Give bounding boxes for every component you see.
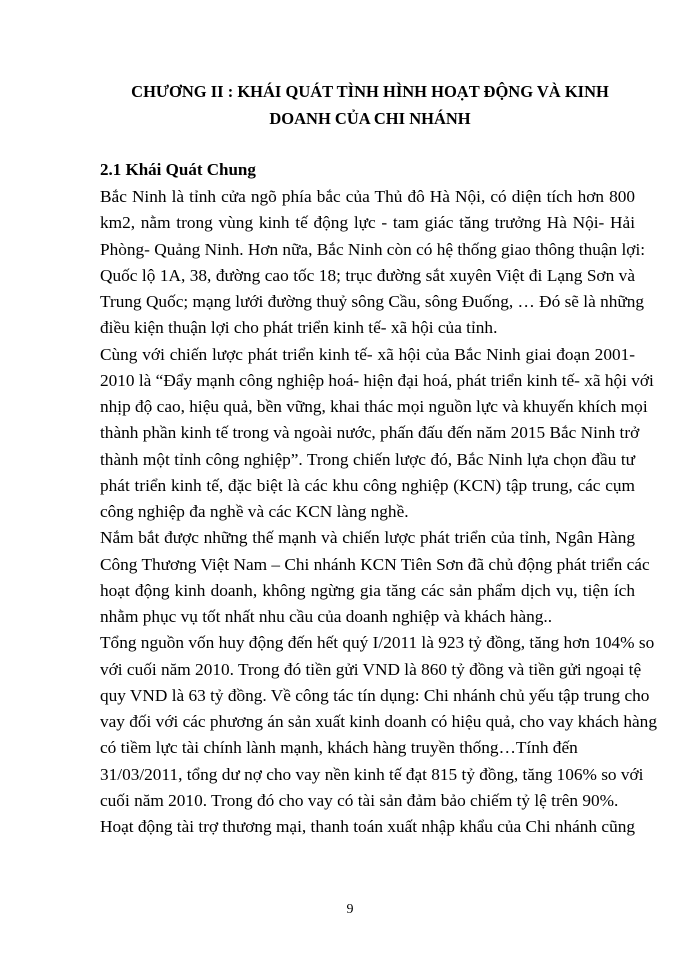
body-line: Công Thương Việt Nam – Chi nhánh KCN Tiên Sơn đã chủ động phát triển các <box>100 554 650 574</box>
chapter-title-line: DOANH CỦA CHI NHÁNH <box>269 109 471 128</box>
chapter-title-line: CHƯƠNG II : KHÁI QUÁT TÌNH HÌNH HOẠT ĐỘNG VÀ KINH <box>131 82 609 101</box>
body-line: có tiềm lực tài chính lành mạnh, khách hàng truyền thống…Tính đến <box>100 738 578 758</box>
body-line: Nắm bắt được những thế mạnh và chiến lược phát triển của tỉnh, Ngân Hàng <box>100 528 635 548</box>
body-line: cuối năm 2010. Trong đó cho vay có tài sản đảm bảo chiếm tỷ lệ trên 90%. <box>100 790 619 810</box>
body-line: điều kiện thuận lợi cho phát triển kinh tế- xã hội của tỉnh. <box>100 318 498 338</box>
body-line: hoạt động kinh doanh, không ngừng gia tăng các sản phẩm dịch vụ, tiện ích <box>100 580 635 600</box>
body-line: Cùng với chiến lược phát triển kinh tế- xã hội của Bắc Ninh giai đoạn 2001- <box>100 344 635 364</box>
body-line: 31/03/2011, tổng dư nợ cho vay nền kinh tế đạt 815 tỷ đồng, tăng 106% so với <box>100 764 644 784</box>
body-line: thành phần kinh tế trong và ngoài nước, phấn đấu đến năm 2015 Bắc Ninh trở <box>100 423 640 443</box>
body-line: Phòng- Quảng Ninh. Hơn nữa, Bắc Ninh còn có hệ thống giao thông thuận lợi: <box>100 239 646 259</box>
body-line: Trung Quốc; mạng lưới đường thuỷ sông Cầu, sông Đuống, … Đó sẽ là những <box>100 292 645 311</box>
body-line: Tổng nguồn vốn huy động đến hết quý I/2011 là 923 tỷ đồng, tăng hơn 104% so <box>100 633 655 653</box>
body-line: Bắc Ninh là tỉnh cửa ngõ phía bắc của Thủ đô Hà Nội, có diện tích hơn 800 <box>100 187 635 206</box>
body-line: quy VND là 63 tỷ đồng. Về công tác tín dụng: Chi nhánh chủ yếu tập trung cho <box>100 685 650 705</box>
body-line: 2010 là “Đẩy mạnh công nghiệp hoá- hiện đại hoá, phát triển kinh tế- xã hội với <box>100 370 654 390</box>
body-line: nhịp độ cao, hiệu quả, bền vững, khai thác mọi nguồn lực và khuyến khích mọi <box>100 397 648 416</box>
body-line: thành một tỉnh công nghiệp”. Trong chiến lược đó, Bắc Ninh lựa chọn đầu tư <box>100 449 635 469</box>
body-line: với cuối năm 2010. Trong đó tiền gửi VND là 860 tỷ đồng và tiền gửi ngoại tệ <box>100 659 642 679</box>
body-line: phát triển kinh tế, đặc biệt là các khu công nghiệp (KCN) tập trung, các cụm <box>100 475 635 495</box>
body-line: công nghiệp đa nghề và các KCN làng nghề. <box>100 502 409 521</box>
page-number: 9 <box>346 902 354 917</box>
body-line: Quốc lộ 1A, 38, đường cao tốc 18; trục đường sắt xuyên Việt đi Lạng Sơn và <box>100 265 635 285</box>
body-line: nhằm phục vụ tốt nhất nhu cầu của doanh nghiệp và khách hàng.. <box>100 607 553 626</box>
body-line: km2, nằm trong vùng kinh tế động lực - tam giác tăng trưởng Hà Nội- Hải <box>100 213 635 233</box>
body-line: vay đối với các phương án sản xuất kinh doanh có hiệu quả, cho vay khách hàng <box>100 712 657 731</box>
section-heading: 2.1 Khái Quát Chung <box>100 160 256 179</box>
body-line: Hoạt động tài trợ thương mại, thanh toán xuất nhập khẩu của Chi nhánh cũng <box>100 817 635 836</box>
chapter-title <box>90 78 650 132</box>
